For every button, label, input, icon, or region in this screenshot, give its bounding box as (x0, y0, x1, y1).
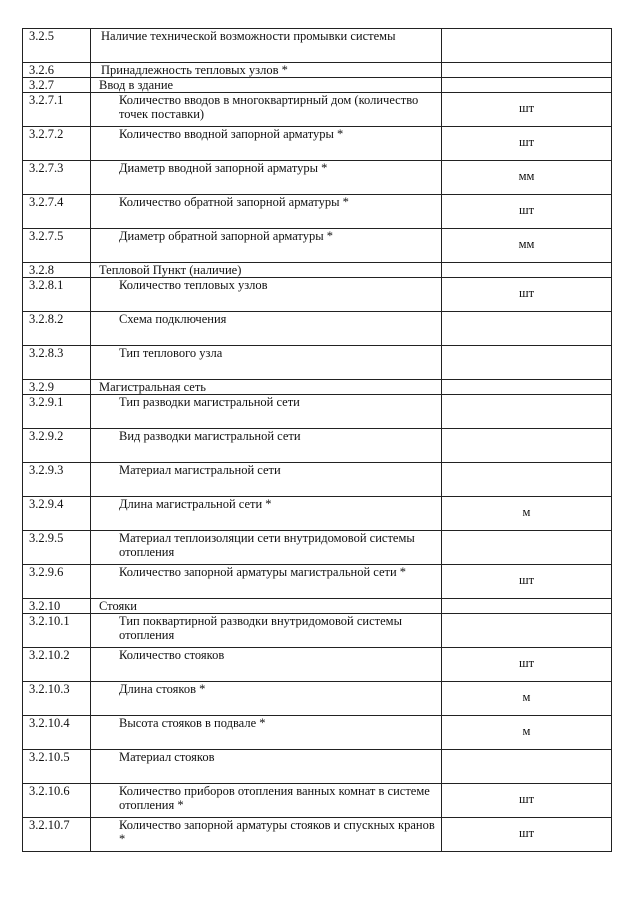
row-description: Ввод в здание (91, 78, 442, 93)
document-page (22, 28, 612, 852)
row-number: 3.2.7.2 (23, 127, 91, 161)
row-description: Высота стояков в подвале * (91, 716, 442, 750)
row-description: Количество приборов отопления ванных комнат в системе отопления * (91, 784, 442, 818)
section-row (23, 380, 612, 395)
row-unit: шт (442, 648, 612, 682)
table-row (23, 127, 612, 161)
row-number: 3.2.9.5 (23, 531, 91, 565)
table-row (23, 93, 612, 127)
table-row (23, 429, 612, 463)
section-row (23, 599, 612, 614)
row-description: Тип теплового узла (91, 346, 442, 380)
row-description: Стояки (91, 599, 442, 614)
table-row (23, 63, 612, 78)
row-description: Принадлежность тепловых узлов * (91, 63, 442, 78)
row-unit: шт (442, 278, 612, 312)
table-row (23, 278, 612, 312)
row-unit: м (442, 497, 612, 531)
row-description: Количество запорной арматуры магистральной сети * (91, 565, 442, 599)
row-number: 3.2.8.3 (23, 346, 91, 380)
table-row (23, 531, 612, 565)
row-description: Количество вводов в многоквартирный дом (количество точек поставки) (91, 93, 442, 127)
row-number: 3.2.7.1 (23, 93, 91, 127)
row-unit: шт (442, 784, 612, 818)
row-unit (442, 429, 612, 463)
table-row (23, 195, 612, 229)
row-number: 3.2.9.4 (23, 497, 91, 531)
row-description: Тип разводки магистральной сети (91, 395, 442, 429)
row-number: 3.2.9.1 (23, 395, 91, 429)
row-description: Количество запорной арматуры стояков и спускных кранов * (91, 818, 442, 852)
row-number: 3.2.9.3 (23, 463, 91, 497)
row-unit (442, 63, 612, 78)
row-description: Тепловой Пункт (наличие) (91, 263, 442, 278)
row-number: 3.2.10.6 (23, 784, 91, 818)
row-number: 3.2.7 (23, 78, 91, 93)
row-unit (442, 380, 612, 395)
row-number: 3.2.10 (23, 599, 91, 614)
table-row (23, 682, 612, 716)
row-unit (442, 29, 612, 63)
row-number: 3.2.6 (23, 63, 91, 78)
row-number: 3.2.8.1 (23, 278, 91, 312)
table-row (23, 750, 612, 784)
row-unit (442, 263, 612, 278)
row-unit: шт (442, 195, 612, 229)
table-row (23, 346, 612, 380)
row-number: 3.2.9 (23, 380, 91, 395)
row-description: Вид разводки магистральной сети (91, 429, 442, 463)
row-number: 3.2.10.5 (23, 750, 91, 784)
row-unit (442, 395, 612, 429)
row-description: Тип поквартирной разводки внутридомовой системы отопления (91, 614, 442, 648)
table-row (23, 565, 612, 599)
row-number: 3.2.5 (23, 29, 91, 63)
row-unit: мм (442, 229, 612, 263)
table-row (23, 312, 612, 346)
row-unit (442, 463, 612, 497)
row-unit: мм (442, 161, 612, 195)
row-number: 3.2.10.7 (23, 818, 91, 852)
table-row (23, 614, 612, 648)
row-description: Количество стояков (91, 648, 442, 682)
row-description: Материал теплоизоляции сети внутридомовой системы отопления (91, 531, 442, 565)
section-row (23, 263, 612, 278)
table-row (23, 818, 612, 852)
row-unit (442, 78, 612, 93)
row-number: 3.2.10.3 (23, 682, 91, 716)
row-unit: шт (442, 565, 612, 599)
section-row (23, 78, 612, 93)
row-unit (442, 599, 612, 614)
row-description: Количество вводной запорной арматуры * (91, 127, 442, 161)
row-unit (442, 531, 612, 565)
row-number: 3.2.9.2 (23, 429, 91, 463)
row-unit (442, 346, 612, 380)
row-unit (442, 750, 612, 784)
row-number: 3.2.8 (23, 263, 91, 278)
row-description: Наличие технической возможности промывки системы (91, 29, 442, 63)
row-description: Схема подключения (91, 312, 442, 346)
row-description: Длина стояков * (91, 682, 442, 716)
table-row (23, 463, 612, 497)
row-unit: шт (442, 818, 612, 852)
table-row (23, 161, 612, 195)
table-row (23, 784, 612, 818)
table-row (23, 395, 612, 429)
row-number: 3.2.10.4 (23, 716, 91, 750)
table-row (23, 229, 612, 263)
table-body (23, 29, 612, 852)
row-number: 3.2.7.3 (23, 161, 91, 195)
table-row (23, 648, 612, 682)
specification-table (22, 28, 612, 852)
row-number: 3.2.10.2 (23, 648, 91, 682)
row-unit: шт (442, 127, 612, 161)
row-unit: м (442, 716, 612, 750)
row-description: Диаметр вводной запорной арматуры * (91, 161, 442, 195)
table-row (23, 29, 612, 63)
row-description: Количество тепловых узлов (91, 278, 442, 312)
row-unit (442, 614, 612, 648)
row-description: Длина магистральной сети * (91, 497, 442, 531)
row-number: 3.2.7.4 (23, 195, 91, 229)
table-row (23, 497, 612, 531)
table-row (23, 716, 612, 750)
row-description: Материал стояков (91, 750, 442, 784)
row-number: 3.2.10.1 (23, 614, 91, 648)
row-unit: м (442, 682, 612, 716)
row-description: Диаметр обратной запорной арматуры * (91, 229, 442, 263)
row-description: Магистральная сеть (91, 380, 442, 395)
row-number: 3.2.7.5 (23, 229, 91, 263)
row-description: Материал магистральной сети (91, 463, 442, 497)
row-unit: шт (442, 93, 612, 127)
row-number: 3.2.8.2 (23, 312, 91, 346)
row-description: Количество обратной запорной арматуры * (91, 195, 442, 229)
row-number: 3.2.9.6 (23, 565, 91, 599)
row-unit (442, 312, 612, 346)
